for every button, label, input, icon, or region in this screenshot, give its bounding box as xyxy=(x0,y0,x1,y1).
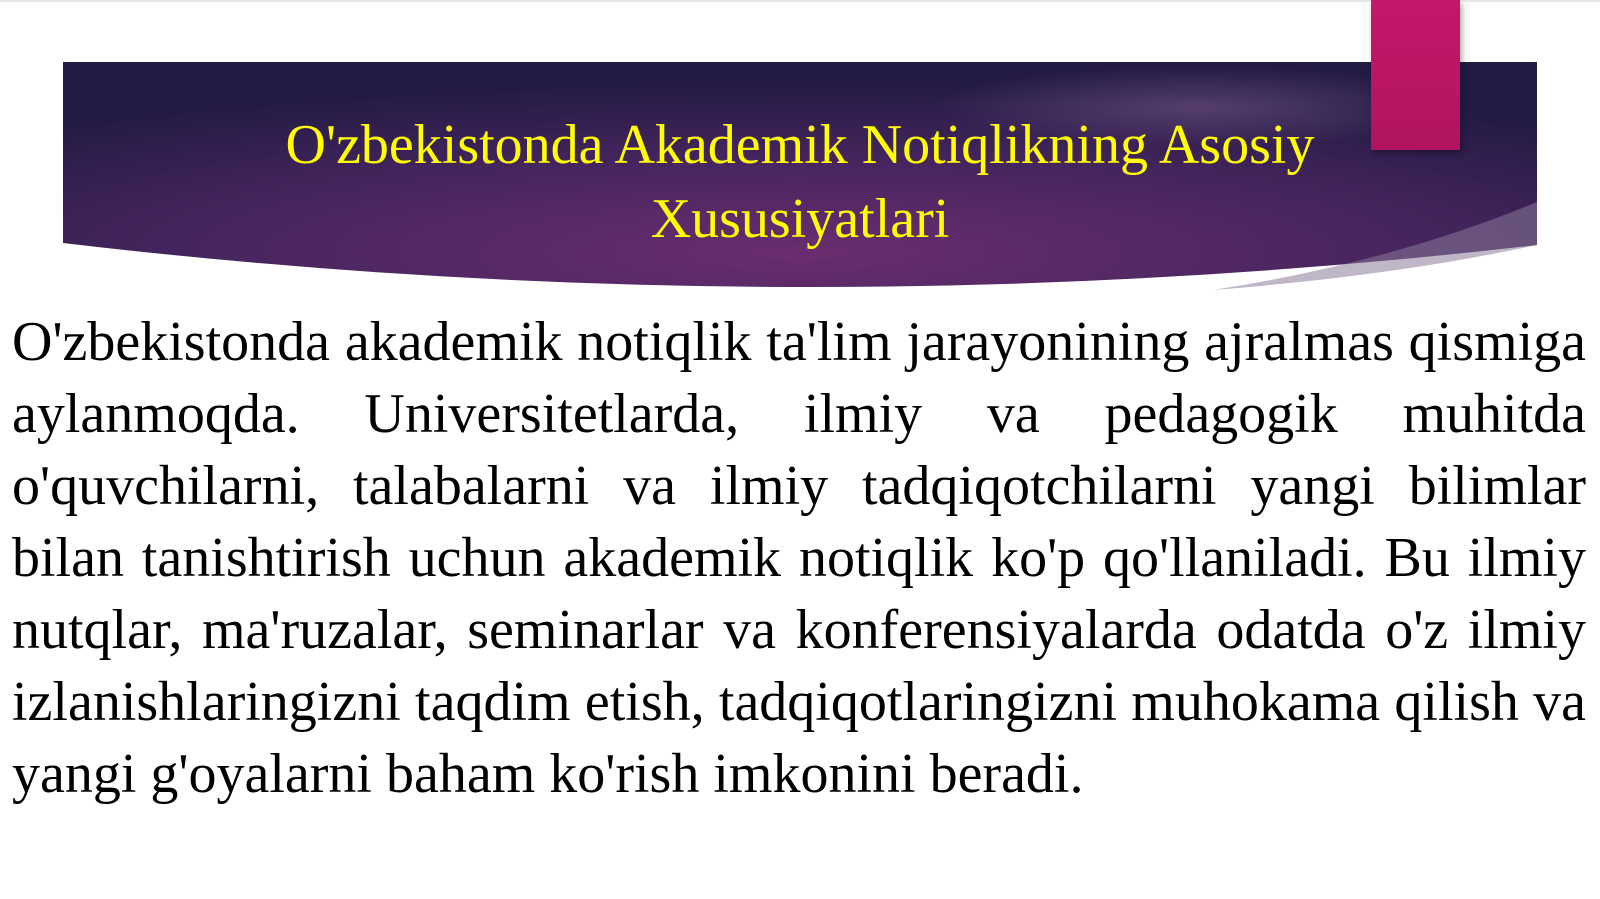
slide-title: O'zbekistonda Akademik Notiqlikning Asosiy Xususiyatlari xyxy=(285,114,1315,250)
top-divider xyxy=(0,0,1600,2)
slide-body-text: O'zbekistonda akademik notiqlik ta'lim jarayonining ajralmas qismiga aylanmoqda. Universitetlarda, ilmiy va pedagogik muhitda o'quvchilarni, talabalarni va ilmiy tadqiqotchilarni yangi bilimlar bilan tanishtirish uchun akademik notiqlik ko'p qo'llaniladi. Bu ilmiy nutqlar, ma'ruzalar, seminarlar va konferensiyalarda odatda o'z ilmiy izlanishlaringizni taqdim etish, tadqiqotlaringizni muhokama qilish va yangi g'oyalarni baham ko'rish imkonini beradi. xyxy=(12,311,1586,805)
